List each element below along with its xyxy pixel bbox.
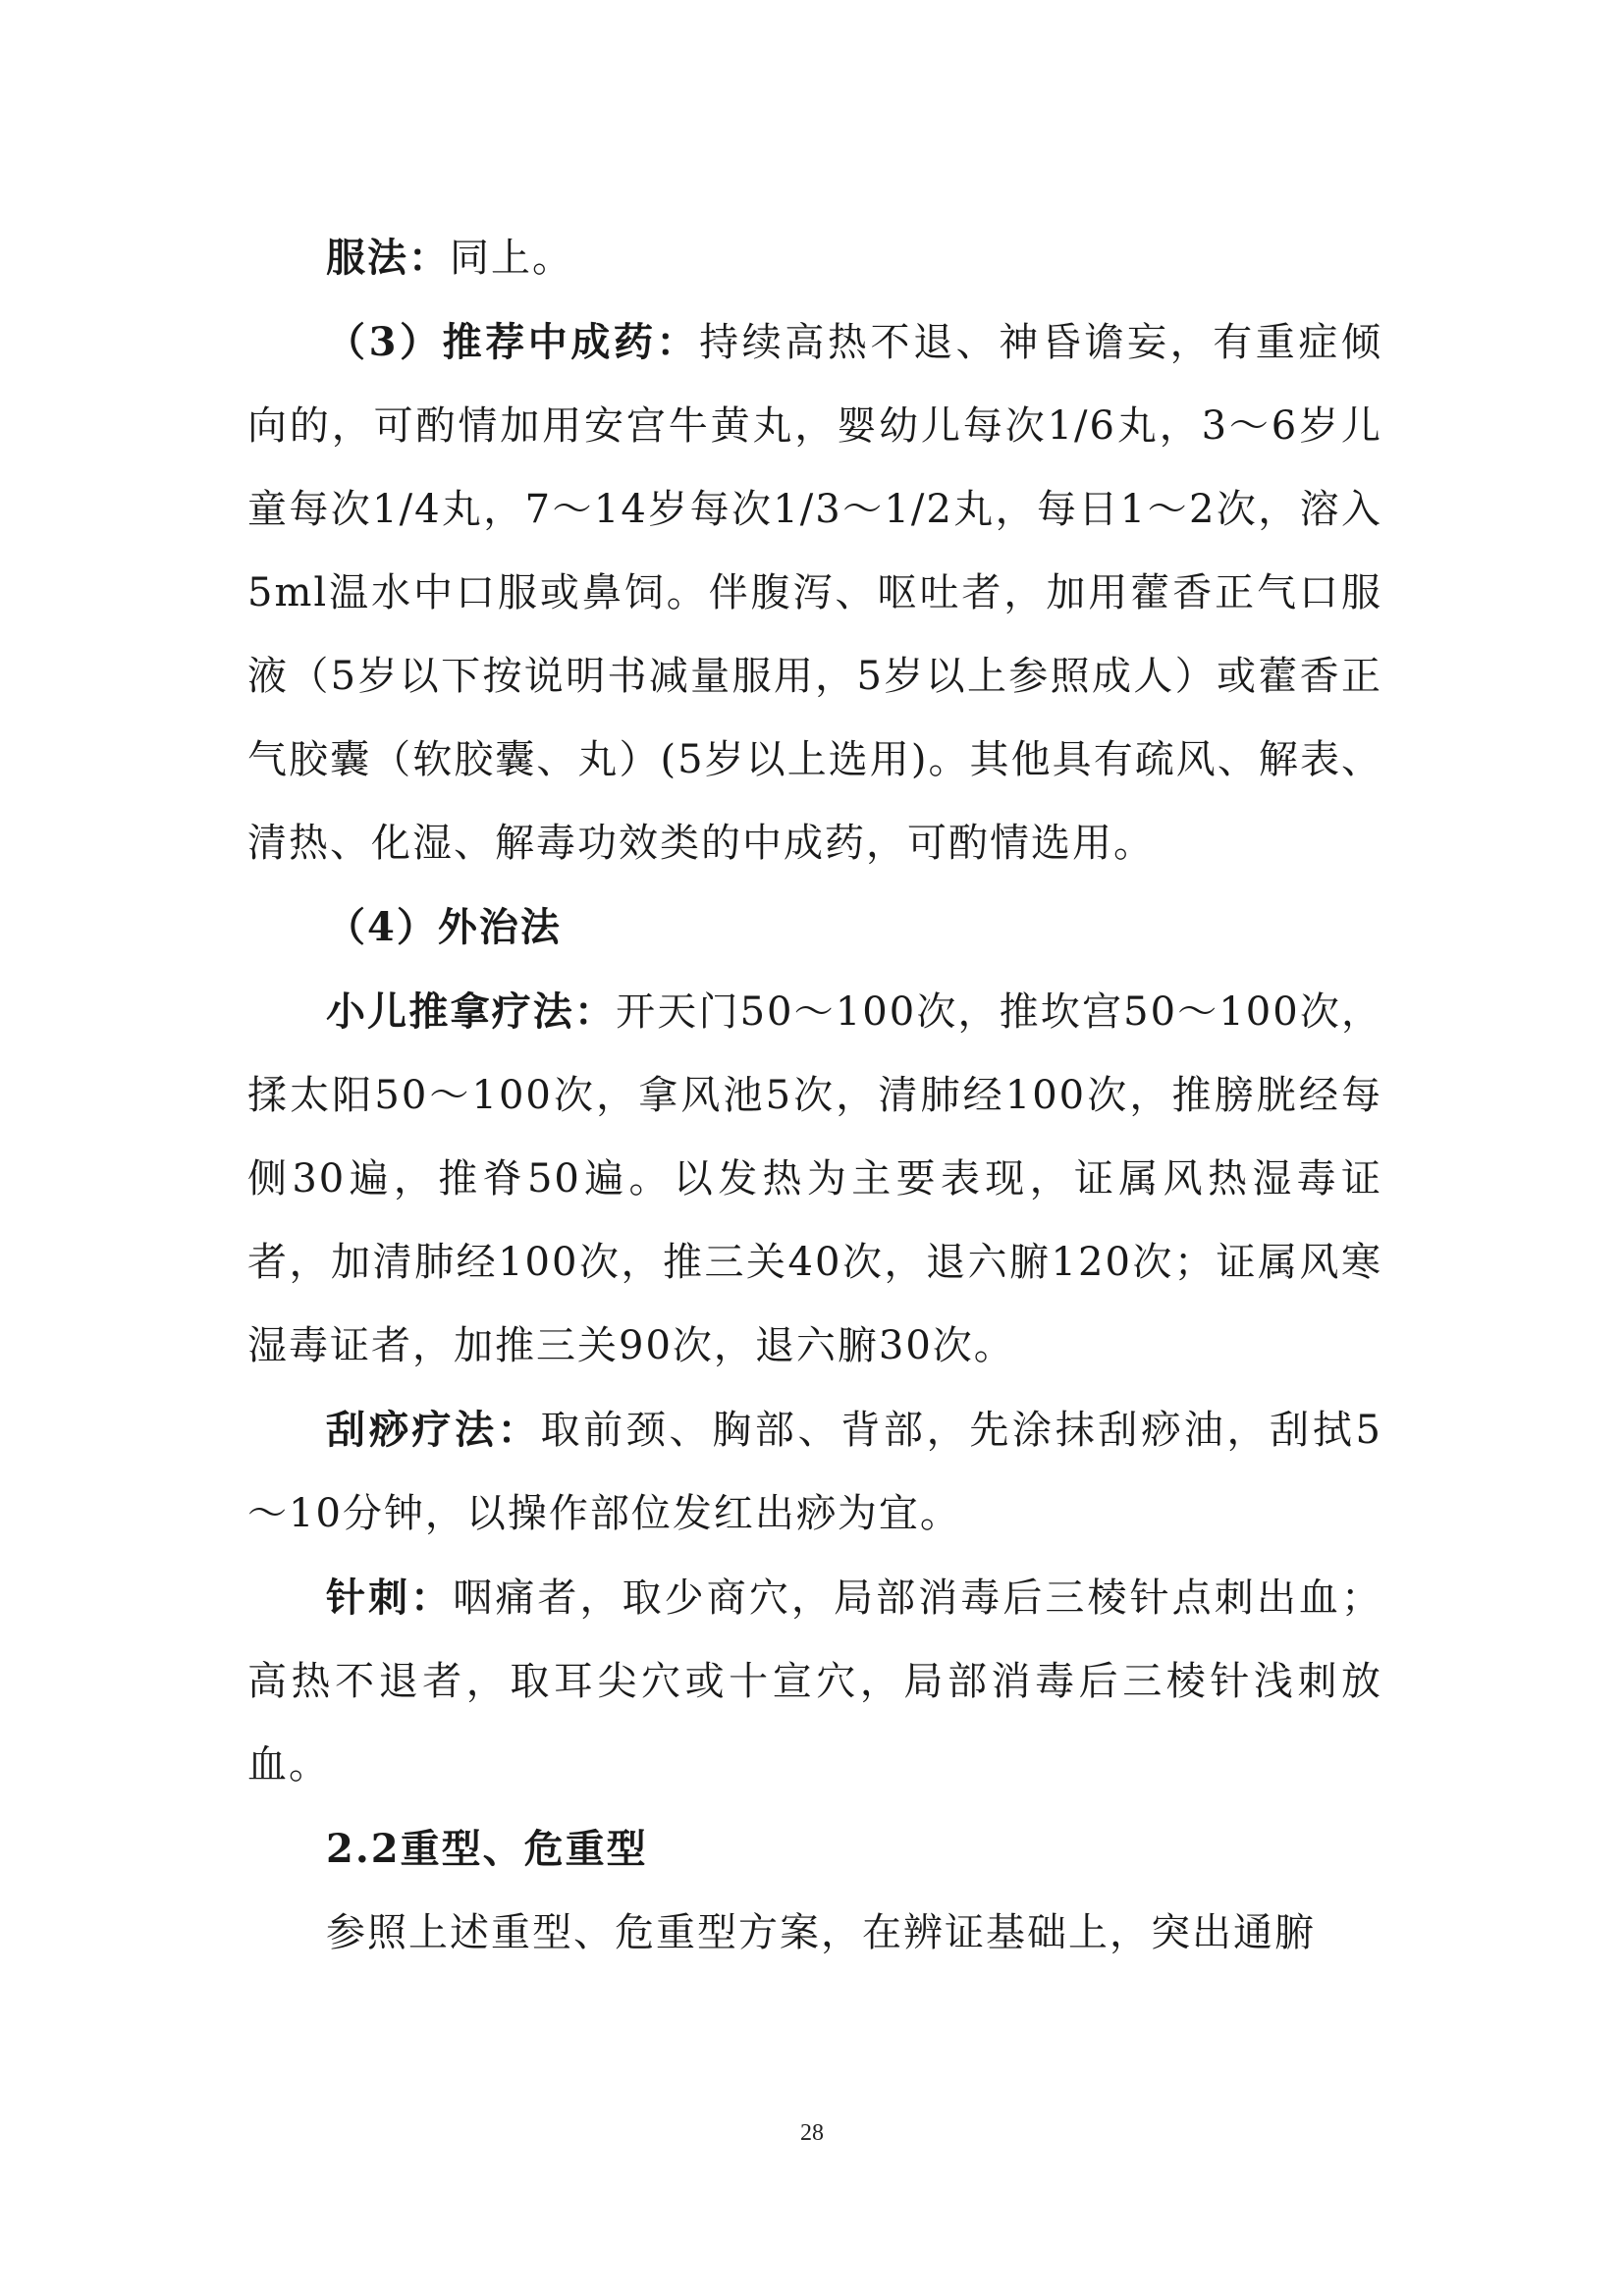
paragraph-scraping-therapy (247, 1388, 1382, 1556)
section-heading-severe (247, 1807, 1382, 1892)
paragraph-severe-plan (247, 1892, 1382, 1975)
recommended-medicine-text: 持续高热不退、神昏谵妄，有重症倾向的，可酌情加用安宫牛黄丸，婴幼儿每次1/6丸，3～6岁儿童每次1/4丸，7～14岁每次1/3～1/2丸，每日1～2次，溶入5ml温水中口服或鼻饲。伴腹泻、呕吐者，加用藿香正气口服液（5岁以下按说明书减量服用，5岁以上参照成人）或藿香正气胶囊（软胶囊、丸）(5岁以上选用)。其他具有疏风、解表、清热、化湿、解毒功效类的中成药，可酌情选用。 (247, 320, 1382, 866)
page-number: 28 (800, 2120, 824, 2146)
severe-plan-text: 参照上述重型、危重型方案，在辨证基础上，突出通腑 (326, 1910, 1316, 1955)
external-treatment-heading: （4）外治法 (326, 904, 562, 950)
pediatric-massage-heading: 小儿推拿疗法： (326, 988, 617, 1035)
scraping-therapy-text: 取前颈、胸部、背部，先涂抹刮痧油，刮拭5～10分钟，以操作部位发红出痧为宜。 (247, 1408, 1383, 1536)
scraping-therapy-heading: 刮痧疗法： (326, 1407, 541, 1453)
severe-heading: 2.2重型、危重型 (326, 1826, 648, 1872)
paragraph-external-treatment (247, 885, 1382, 970)
document-body (247, 216, 1382, 1975)
paragraph-pediatric-massage (247, 970, 1382, 1388)
usage-heading: 服法： (326, 235, 450, 281)
paragraph-recommended-medicine (247, 300, 1382, 885)
acupuncture-text: 咽痛者，取少商穴，局部消毒后三棱针点刺出血；高热不退者，取耳尖穴或十宣穴，局部消毒后三棱针浅刺放血。 (247, 1575, 1382, 1788)
acupuncture-heading: 针刺： (326, 1575, 454, 1621)
paragraph-acupuncture (247, 1556, 1382, 1807)
pediatric-massage-text: 开天门50～100次，推坎宫50～100次，揉太阳50～100次，拿风池5次，清肺经100次，推膀胱经每侧30遍，推脊50遍。以发热为主要表现，证属风热湿毒证者，加清肺经100次，推三关40次，退六腑120次；证属风寒湿毒证者，加推三关90次，退六腑30次。 (247, 989, 1383, 1368)
usage-text: 同上。 (450, 236, 573, 281)
recommended-medicine-heading: （3）推荐中成药： (326, 319, 700, 365)
paragraph-usage (247, 216, 1382, 300)
